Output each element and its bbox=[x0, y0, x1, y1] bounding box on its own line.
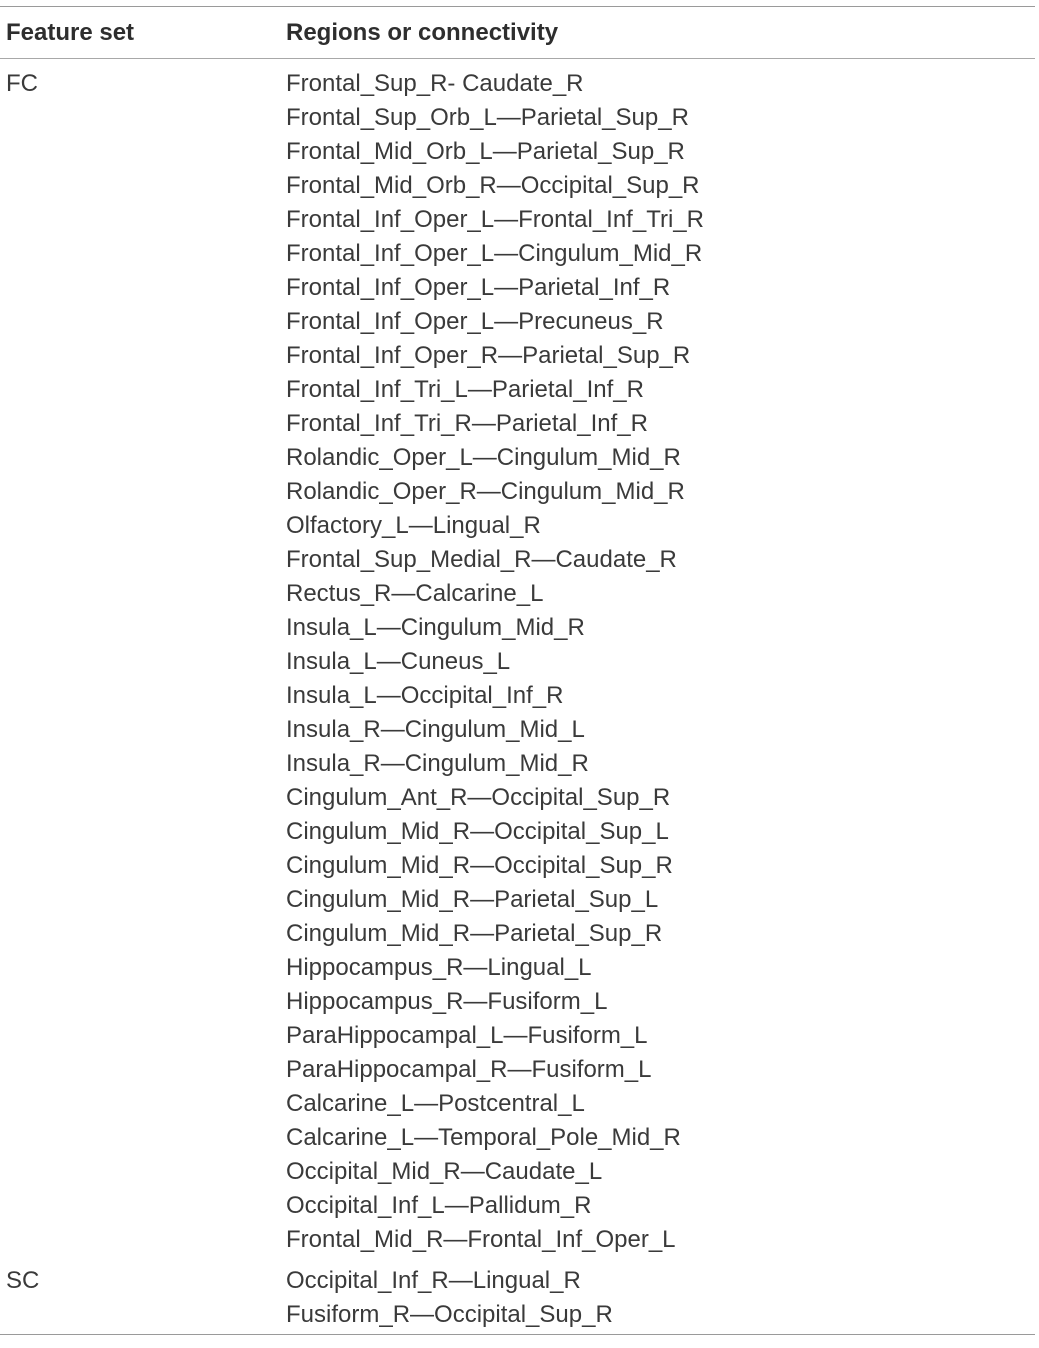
list-item: Fusiform_R—Occipital_Sup_R bbox=[286, 1301, 613, 1328]
list-item: Cingulum_Ant_R—Occipital_Sup_R bbox=[286, 784, 671, 811]
list-item: Cingulum_Mid_R—Parietal_Sup_R bbox=[286, 920, 663, 947]
list-item: Insula_R—Cingulum_Mid_R bbox=[286, 750, 589, 777]
list-item: Rolandic_Oper_R—Cingulum_Mid_R bbox=[286, 478, 685, 505]
list-item: Hippocampus_R—Fusiform_L bbox=[286, 988, 608, 1015]
header-feature-set: Feature set bbox=[6, 19, 135, 46]
sc-connectivity-list bbox=[286, 1264, 1035, 1332]
table-bottom-rule bbox=[0, 1334, 1035, 1335]
list-item: Insula_R—Cingulum_Mid_L bbox=[286, 716, 585, 743]
list-item: Calcarine_L—Temporal_Pole_Mid_R bbox=[286, 1124, 681, 1151]
list-item: Cingulum_Mid_R—Parietal_Sup_L bbox=[286, 886, 659, 913]
list-item: Frontal_Sup_Medial_R—Caudate_R bbox=[286, 546, 677, 573]
list-item: Occipital_Mid_R—Caudate_L bbox=[286, 1158, 603, 1185]
group-label-fc: FC bbox=[6, 70, 38, 97]
header-regions-or-connectivity: Regions or connectivity bbox=[286, 19, 559, 46]
list-item: Frontal_Inf_Oper_L—Cingulum_Mid_R bbox=[286, 240, 703, 267]
list-item: Frontal_Mid_Orb_R—Occipital_Sup_R bbox=[286, 172, 700, 199]
list-item: Insula_L—Cingulum_Mid_R bbox=[286, 614, 585, 641]
list-item: Cingulum_Mid_R—Occipital_Sup_R bbox=[286, 852, 673, 879]
list-item: Frontal_Sup_Orb_L—Parietal_Sup_R bbox=[286, 104, 689, 131]
group-label-sc: SC bbox=[6, 1267, 40, 1294]
list-item: Frontal_Inf_Tri_R—Parietal_Inf_R bbox=[286, 410, 648, 437]
list-item: Occipital_Inf_R—Lingual_R bbox=[286, 1267, 581, 1294]
feature-table bbox=[0, 6, 1035, 1335]
list-item: Hippocampus_R—Lingual_L bbox=[286, 954, 592, 981]
list-item: Olfactory_L—Lingual_R bbox=[286, 512, 541, 539]
list-item: Frontal_Inf_Oper_L—Parietal_Inf_R bbox=[286, 274, 671, 301]
group-sc bbox=[0, 1257, 1035, 1334]
list-item: Frontal_Inf_Tri_L—Parietal_Inf_R bbox=[286, 376, 644, 403]
list-item: Frontal_Inf_Oper_L—Frontal_Inf_Tri_R bbox=[286, 206, 704, 233]
list-item: Rectus_R—Calcarine_L bbox=[286, 580, 544, 607]
list-item: Frontal_Inf_Oper_L—Precuneus_R bbox=[286, 308, 664, 335]
list-item: Insula_L—Occipital_Inf_R bbox=[286, 682, 564, 709]
list-item: Cingulum_Mid_R—Occipital_Sup_L bbox=[286, 818, 669, 845]
list-item: Frontal_Mid_R—Frontal_Inf_Oper_L bbox=[286, 1226, 676, 1253]
list-item: ParaHippocampal_R—Fusiform_L bbox=[286, 1056, 652, 1083]
list-item: Insula_L—Cuneus_L bbox=[286, 648, 511, 675]
list-item: Frontal_Sup_R- Caudate_R bbox=[286, 70, 584, 97]
list-item: Frontal_Mid_Orb_L—Parietal_Sup_R bbox=[286, 138, 685, 165]
list-item: Occipital_Inf_L—Pallidum_R bbox=[286, 1192, 592, 1219]
group-fc bbox=[0, 59, 1035, 1257]
list-item: Rolandic_Oper_L—Cingulum_Mid_R bbox=[286, 444, 681, 471]
table-header-row bbox=[0, 7, 1035, 58]
list-item: ParaHippocampal_L—Fusiform_L bbox=[286, 1022, 648, 1049]
fc-connectivity-list bbox=[286, 67, 1035, 1257]
list-item: Calcarine_L—Postcentral_L bbox=[286, 1090, 585, 1117]
list-item: Frontal_Inf_Oper_R—Parietal_Sup_R bbox=[286, 342, 691, 369]
